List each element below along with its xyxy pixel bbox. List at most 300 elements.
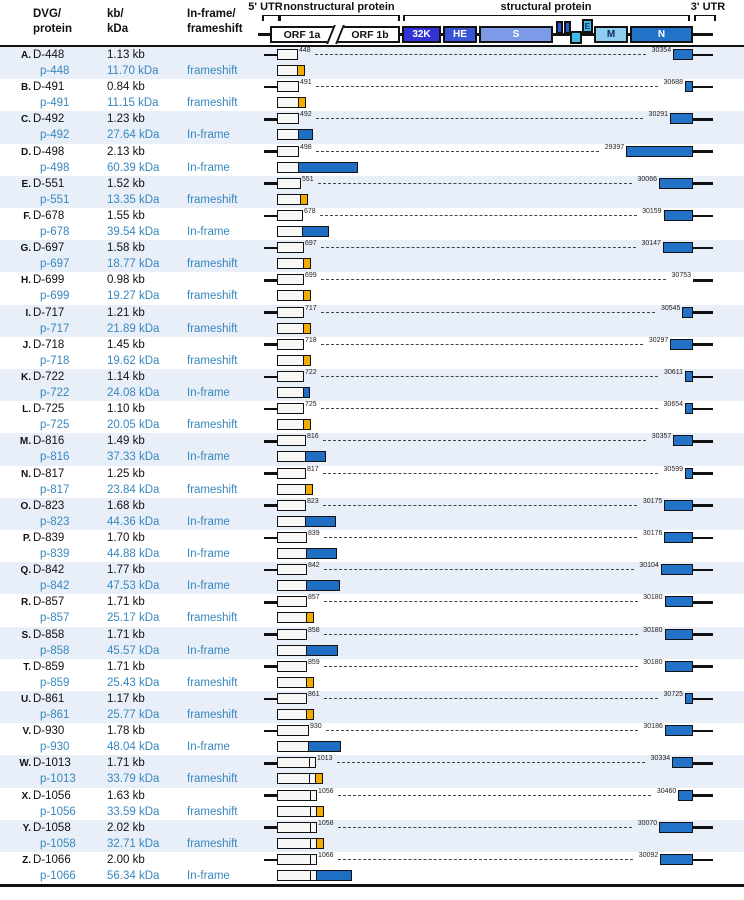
- junction-5p-label: 930: [310, 723, 322, 731]
- three-prime-line: [693, 118, 713, 121]
- three-prime-line: [693, 408, 713, 411]
- retained-5p-box-top: [277, 146, 299, 157]
- protein-name: p-722: [40, 387, 70, 399]
- row-letter: N.: [21, 468, 31, 480]
- three-prime-line: [693, 537, 713, 540]
- dvg-name: D-551: [33, 177, 65, 190]
- dvg-name: D-725: [33, 403, 65, 416]
- protein-extension-box: [306, 709, 314, 720]
- frame-status: frameshift: [187, 773, 238, 786]
- junction-5p-label: 1058: [318, 819, 334, 827]
- protein-extension-box: [303, 290, 311, 301]
- col-header-kb-1: kb/: [107, 8, 124, 20]
- retained-5p-box-top: [277, 790, 311, 801]
- gene-32k-box: 32K: [402, 26, 441, 43]
- protein-extension-box: [303, 323, 311, 334]
- junction-3p-label: 30175: [642, 497, 663, 505]
- retained-3p-box: [664, 500, 693, 511]
- retained-3p-box: [664, 210, 693, 221]
- orf1a-label: ORF 1a: [283, 28, 321, 41]
- bottom-border-line: [0, 884, 744, 887]
- retained-5p-box-bottom: [277, 484, 306, 495]
- retained-3p-box: [665, 661, 693, 672]
- dvg-name: D-930: [33, 725, 65, 738]
- retained-5p-box-top: [277, 371, 304, 382]
- junction-5p-label: 817: [307, 465, 319, 473]
- five-prime-line: [264, 601, 278, 604]
- protein-extension-box: [306, 677, 314, 688]
- retained-5p-box-bottom: [277, 258, 304, 269]
- row-letter: C.: [21, 114, 31, 126]
- deletion-dashed-line: [323, 505, 637, 506]
- retained-3p-box: [685, 371, 693, 382]
- junction-5p-label: 498: [300, 143, 312, 151]
- dvg-name: D-839: [33, 532, 65, 544]
- frame-status: frameshift: [187, 354, 238, 367]
- junction-5p-label: 839: [308, 530, 320, 537]
- dvg-size-kb: 1.21 kb: [107, 306, 145, 319]
- junction-3p-label: 30753: [671, 272, 691, 280]
- three-prime-line: [693, 730, 713, 733]
- retained-3p-box: [626, 146, 693, 157]
- retained-3p-box: [682, 307, 693, 318]
- retained-3p-box: [670, 339, 693, 350]
- row-letter: V.: [22, 726, 31, 738]
- frame-status: frameshift: [187, 612, 238, 625]
- protein-extension-box: [298, 97, 306, 108]
- five-prime-line: [264, 150, 278, 153]
- gene-n-box: N: [630, 26, 693, 43]
- three-prime-line: [693, 440, 713, 443]
- junction-5p-label: 1056: [318, 787, 334, 795]
- junction-5p-label: 816: [307, 433, 319, 441]
- protein-name: p-551: [40, 193, 70, 206]
- row-letter: U.: [21, 694, 31, 705]
- five-prime-line: [264, 730, 278, 733]
- protein-name: p-861: [40, 709, 70, 721]
- dvg-row: [0, 337, 744, 369]
- five-prime-line: [264, 279, 278, 282]
- five-prime-line: [264, 408, 278, 411]
- dvg-name: D-492: [33, 113, 65, 126]
- utr5-label: 5' UTR: [248, 1, 283, 13]
- junction-3p-label: 30545: [660, 304, 681, 312]
- accessory-orf-box-3: [570, 31, 582, 44]
- three-prime-line: [693, 182, 713, 185]
- protein-name: p-448: [40, 65, 70, 77]
- dvg-size-kb: 1.52 kb: [107, 177, 145, 190]
- row-letter: R.: [21, 597, 31, 609]
- three-prime-line: [693, 86, 713, 89]
- dvg-name: D-1058: [33, 821, 71, 834]
- row-letter: L.: [22, 404, 31, 416]
- protein-name: p-817: [40, 483, 70, 496]
- deletion-dashed-line: [316, 86, 658, 87]
- five-prime-line: [264, 762, 278, 765]
- accessory-orf-box-1: [556, 21, 563, 34]
- row-letter: I.: [25, 307, 31, 319]
- retained-5p-box-bottom: [277, 97, 299, 108]
- protein-name: p-816: [40, 451, 70, 464]
- deletion-dashed-line: [321, 408, 658, 409]
- col-header-frame-1: In-frame/: [187, 8, 236, 20]
- retained-5p-box-top: [277, 210, 303, 221]
- retained-5p-box-bottom: [277, 387, 304, 398]
- frame-status: In-frame: [187, 580, 230, 593]
- frame-status: In-frame: [187, 387, 230, 399]
- protein-extension-box: [300, 194, 308, 205]
- dvg-size-kb: 1.63 kb: [107, 789, 145, 802]
- junction-5p-label: 861: [308, 691, 320, 698]
- col-header-dvg-2: protein: [33, 23, 72, 35]
- retained-5p-box-top: [277, 113, 299, 124]
- retained-5p-box-bottom: [277, 741, 309, 752]
- retained-5p-box-top: [277, 403, 304, 414]
- dvg-size-kb: 1.17 kb: [107, 693, 145, 705]
- retained-5p-box-top: [277, 339, 304, 350]
- protein-name: p-1013: [40, 773, 76, 786]
- orf1-box: [270, 26, 400, 43]
- second-segment-top: [309, 757, 316, 768]
- retained-5p-box-top: [277, 435, 306, 446]
- nonstructural-label: nonstructural protein: [283, 1, 395, 13]
- frame-status: frameshift: [187, 193, 238, 206]
- protein-extension-box: [316, 838, 324, 849]
- three-prime-line: [693, 794, 713, 797]
- junction-5p-label: 448: [299, 47, 311, 54]
- five-prime-line: [264, 665, 278, 668]
- retained-3p-box: [664, 532, 693, 543]
- row-letter: E.: [21, 178, 31, 190]
- five-prime-line: [264, 698, 278, 701]
- dvg-size-kb: 1.71 kb: [107, 660, 145, 673]
- five-prime-line: [264, 182, 278, 185]
- dvg-name: D-697: [33, 242, 65, 255]
- retained-5p-box-bottom: [277, 194, 301, 205]
- dvg-name: D-678: [33, 210, 65, 222]
- protein-name: p-678: [40, 226, 70, 238]
- frame-status: frameshift: [187, 97, 238, 110]
- dvg-size-kb: 2.00 kb: [107, 854, 145, 866]
- protein-extension-box: [306, 612, 314, 623]
- junction-5p-label: 842: [308, 562, 320, 570]
- dvg-row: [0, 530, 744, 562]
- dvg-name: D-498: [33, 145, 65, 158]
- junction-3p-label: 30688: [663, 79, 683, 87]
- dvg-size-kb: 1.78 kb: [107, 725, 145, 738]
- dvg-name: D-491: [33, 81, 65, 94]
- row-letter: D.: [21, 146, 31, 158]
- row-letter: F.: [23, 211, 31, 222]
- three-prime-line: [693, 376, 713, 379]
- retained-5p-box-bottom: [277, 677, 307, 688]
- five-prime-line: [264, 86, 278, 89]
- three-prime-line: [693, 54, 713, 57]
- retained-5p-box-top: [277, 81, 299, 92]
- protein-extension-box: [297, 65, 305, 76]
- three-prime-line: [693, 247, 713, 250]
- retained-5p-box-top: [277, 500, 306, 511]
- deletion-dashed-line: [321, 344, 643, 345]
- retained-3p-box: [673, 49, 693, 60]
- protein-size-kda: 44.36 kDa: [107, 515, 160, 528]
- frame-status: In-frame: [187, 548, 230, 560]
- dvg-name: D-699: [33, 274, 65, 287]
- dvg-name: D-858: [33, 628, 65, 641]
- three-prime-line: [693, 343, 713, 346]
- row-letter: K.: [21, 372, 31, 383]
- retained-5p-box-bottom: [277, 612, 307, 623]
- protein-extension-box: [303, 387, 310, 398]
- junction-3p-label: 30654: [663, 401, 683, 409]
- retained-5p-box-top: [277, 468, 306, 479]
- frame-status: frameshift: [187, 65, 238, 77]
- dvg-row: [0, 820, 744, 852]
- row-letter: X.: [21, 790, 31, 802]
- retained-5p-box-bottom: [277, 290, 304, 301]
- junction-5p-label: 722: [305, 369, 317, 376]
- dvg-name: D-1013: [33, 757, 71, 770]
- junction-5p-label: 717: [305, 304, 317, 312]
- utr3-label: 3' UTR: [690, 1, 726, 13]
- dvg-name: D-1066: [33, 854, 71, 866]
- retained-5p-box-top: [277, 629, 307, 640]
- dvg-name: D-722: [33, 371, 65, 383]
- deletion-dashed-line: [321, 279, 666, 280]
- junction-5p-label: 1066: [318, 852, 334, 859]
- frame-status: frameshift: [187, 805, 238, 818]
- second-segment-top: [310, 854, 317, 865]
- row-letter: A.: [21, 50, 31, 61]
- row-letter: B.: [21, 82, 31, 94]
- row-letter: M.: [19, 436, 31, 448]
- retained-3p-box: [673, 435, 693, 446]
- dvg-size-kb: 0.98 kb: [107, 274, 145, 287]
- dvg-size-kb: 1.23 kb: [107, 113, 145, 126]
- frame-status: frameshift: [187, 419, 238, 432]
- five-prime-line: [264, 343, 278, 346]
- frame-status: In-frame: [187, 161, 230, 174]
- retained-5p-box-bottom: [277, 323, 304, 334]
- frame-status: In-frame: [187, 870, 230, 882]
- dvg-size-kb: 2.13 kb: [107, 145, 145, 158]
- protein-extension-box: [298, 162, 358, 173]
- protein-name: p-1058: [40, 837, 76, 850]
- dvg-row: [0, 111, 744, 143]
- structural-bracket: [403, 15, 690, 21]
- retained-5p-box-top: [277, 532, 307, 543]
- junction-3p-label: 30104: [639, 562, 659, 570]
- protein-size-kda: 19.62 kDa: [107, 354, 160, 367]
- gene-s-box: S: [479, 26, 553, 43]
- dvg-size-kb: 1.58 kb: [107, 242, 145, 255]
- five-prime-line: [264, 440, 278, 443]
- protein-extension-box: [305, 451, 326, 462]
- three-prime-line: [693, 698, 713, 701]
- retained-3p-box: [685, 81, 693, 92]
- protein-name: p-699: [40, 290, 70, 303]
- junction-3p-label: 30092: [638, 852, 659, 859]
- deletion-dashed-line: [316, 151, 599, 152]
- retained-5p-box-bottom: [277, 65, 298, 76]
- row-letter: Z.: [22, 855, 31, 866]
- protein-extension-box: [308, 741, 341, 752]
- protein-name: p-491: [40, 97, 70, 110]
- retained-5p-box-bottom: [277, 870, 311, 881]
- protein-name: p-930: [40, 741, 70, 754]
- row-letter: T.: [23, 661, 31, 673]
- retained-3p-box: [685, 693, 693, 704]
- frame-status: frameshift: [187, 258, 238, 271]
- junction-3p-label: 30180: [643, 658, 663, 666]
- protein-size-kda: 33.59 kDa: [107, 805, 160, 818]
- protein-extension-box: [316, 806, 324, 817]
- protein-size-kda: 45.57 kDa: [107, 644, 160, 657]
- junction-5p-label: 492: [300, 111, 312, 119]
- dvg-row: [0, 852, 744, 884]
- protein-size-kda: 11.70 kDa: [107, 65, 159, 77]
- frame-status: In-frame: [187, 644, 230, 657]
- gene-e-box: E: [582, 19, 593, 33]
- retained-5p-box-bottom: [277, 645, 307, 656]
- protein-size-kda: 32.71 kDa: [107, 837, 160, 850]
- three-prime-line: [693, 472, 713, 475]
- protein-name: p-725: [40, 419, 70, 432]
- deletion-dashed-line: [324, 537, 637, 538]
- dvg-row: [0, 691, 744, 723]
- dvg-row: [0, 401, 744, 433]
- protein-name: p-498: [40, 161, 70, 174]
- deletion-dashed-line: [324, 698, 658, 699]
- three-prime-line: [693, 279, 713, 282]
- three-prime-line: [693, 633, 713, 636]
- dvg-size-kb: 1.14 kb: [107, 371, 145, 383]
- five-prime-line: [264, 376, 278, 379]
- junction-5p-label: 859: [308, 658, 320, 666]
- retained-5p-box-top: [277, 693, 307, 704]
- dvg-name: D-817: [33, 467, 65, 480]
- retained-3p-box: [659, 178, 693, 189]
- row-letter: J.: [22, 339, 31, 351]
- retained-3p-box: [665, 725, 693, 736]
- protein-name: p-858: [40, 644, 70, 657]
- protein-size-kda: 25.77 kDa: [107, 709, 160, 721]
- protein-size-kda: 25.43 kDa: [107, 676, 160, 689]
- gene-he-box: HE: [443, 26, 477, 43]
- dvg-size-kb: 1.71 kb: [107, 628, 145, 641]
- row-letter: G.: [20, 243, 31, 255]
- deletion-dashed-line: [315, 54, 646, 55]
- protein-size-kda: 18.77 kDa: [107, 258, 160, 271]
- five-prime-line: [264, 311, 278, 314]
- protein-size-kda: 48.04 kDa: [107, 741, 160, 754]
- retained-5p-box-bottom: [277, 419, 304, 430]
- retained-5p-box-bottom: [277, 129, 299, 140]
- retained-5p-box-top: [277, 274, 304, 285]
- frame-status: In-frame: [187, 515, 230, 528]
- dvg-row: [0, 144, 744, 176]
- five-prime-line: [264, 472, 278, 475]
- junction-5p-label: 491: [300, 79, 312, 87]
- second-segment-top: [310, 790, 317, 801]
- protein-extension-box: [305, 484, 313, 495]
- protein-size-kda: 19.27 kDa: [107, 290, 160, 303]
- five-prime-line: [264, 215, 278, 218]
- col-header-frame-2: frameshift: [187, 23, 243, 35]
- retained-3p-box: [685, 468, 693, 479]
- junction-3p-label: 30180: [643, 626, 663, 634]
- dvg-row: [0, 594, 744, 626]
- protein-size-kda: 56.34 kDa: [107, 870, 160, 882]
- orf1b-label: ORF 1b: [351, 28, 389, 41]
- deletion-dashed-line: [321, 247, 636, 248]
- protein-size-kda: 47.53 kDa: [107, 580, 160, 593]
- junction-5p-label: 823: [307, 497, 319, 505]
- junction-3p-label: 30070: [637, 819, 658, 827]
- protein-size-kda: 60.39 kDa: [107, 161, 160, 174]
- structural-label: structural protein: [500, 1, 592, 13]
- junction-5p-label: 858: [308, 626, 320, 634]
- junction-5p-label: 857: [308, 594, 320, 602]
- junction-3p-label: 30460: [656, 787, 677, 795]
- retained-5p-box-bottom: [277, 451, 306, 462]
- retained-3p-box: [659, 822, 693, 833]
- row-letter: S.: [21, 629, 31, 641]
- deletion-dashed-line: [324, 666, 638, 667]
- junction-3p-label: 29397: [604, 143, 625, 151]
- protein-size-kda: 13.35 kDa: [107, 193, 160, 206]
- deletion-dashed-line: [324, 634, 638, 635]
- retained-5p-box-top: [277, 661, 307, 672]
- protein-name: p-859: [40, 676, 70, 689]
- five-prime-line: [264, 504, 278, 507]
- junction-5p-label: 678: [304, 208, 316, 215]
- dvg-name: D-718: [33, 338, 65, 351]
- dvg-row: [0, 369, 744, 401]
- dvg-size-kb: 1.13 kb: [107, 49, 145, 61]
- protein-size-kda: 44.88 kDa: [107, 548, 160, 560]
- junction-3p-label: 30354: [651, 47, 672, 54]
- dvg-row: [0, 208, 744, 240]
- retained-5p-box-top: [277, 596, 307, 607]
- protein-extension-box: [306, 645, 338, 656]
- retained-5p-box-bottom: [277, 580, 307, 591]
- protein-extension-box: [303, 355, 311, 366]
- dvg-size-kb: 1.25 kb: [107, 467, 145, 480]
- row-letter: O.: [20, 500, 31, 512]
- gene-m-box: M: [594, 26, 628, 43]
- second-segment-top: [310, 822, 317, 833]
- junction-3p-label: 30147: [641, 240, 661, 248]
- dvg-name: D-448: [33, 49, 65, 61]
- retained-3p-box: [685, 403, 693, 414]
- protein-extension-box: [305, 516, 336, 527]
- junction-5p-label: 697: [305, 240, 317, 248]
- junction-3p-label: 30599: [663, 465, 683, 473]
- dvg-row: [0, 723, 744, 755]
- three-prime-line: [693, 504, 713, 507]
- protein-name: p-842: [40, 580, 70, 593]
- junction-3p-label: 30159: [642, 208, 662, 215]
- deletion-dashed-line: [320, 215, 637, 216]
- junction-5p-label: 718: [305, 336, 317, 344]
- protein-extension-box: [303, 419, 311, 430]
- deletion-dashed-line: [338, 795, 651, 796]
- deletion-dashed-line: [338, 827, 632, 828]
- retained-5p-box-bottom: [277, 226, 303, 237]
- junction-5p-label: 551: [302, 175, 314, 183]
- col-header-dvg-1: DVG/: [33, 8, 62, 20]
